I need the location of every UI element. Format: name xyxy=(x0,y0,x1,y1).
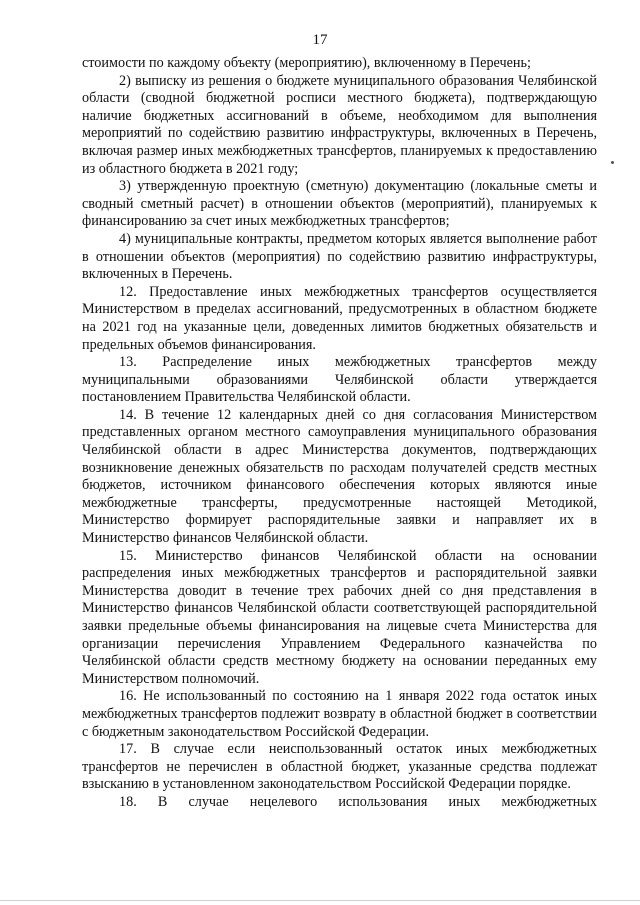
paragraph-item-4: 4) муниципальные контракты, предметом которых является выполнение работ в отношении объектов (мероприятия) по содействию развитию инфраструктуры, включенных в Перечень. xyxy=(82,230,597,283)
paragraph-12: 12. Предоставление иных межбюджетных трансфертов осуществляется Министерством в пределах ассигнований, предусмотренных в областном бюджете на 2021 год на указанные цели, доведенных лимитов бюджетных обязательств и предельных объемов финансирования. xyxy=(82,283,597,353)
scan-bottom-edge xyxy=(0,900,640,901)
paragraph-item-3: 3) утвержденную проектную (сметную) документацию (локальные сметы и сводный сметный расчет) в отношении объектов (мероприятий), планируемых к финансированию за счет иных межбюджетных трансфертов; xyxy=(82,178,597,230)
scan-speck xyxy=(611,161,614,164)
paragraph-15: 15. Министерство финансов Челябинской области на основании распределения иных межбюджетных трансфертов и распорядительной заявки Министерства доводит в течение трех рабочих дней со дня представления в Министерство финансов Челябинской области соответствующей распорядительной заявки предельные объемы финансирования на лицевые счета Министерства для организации перечисления Управлением Федерального казначейства по Челябинской области средств местному бюджету на основании переданных ему Министерством полномочий. xyxy=(82,547,597,687)
paragraph-18: 18. В случае нецелевого использования иных межбюджетных xyxy=(119,793,597,810)
paragraph-17: 17. В случае если неиспользованный остаток иных межбюджетных трансфертов не перечислен в областной бюджет, указанные средства подлежат взысканию в установленном законодательством Российской Федерации порядке. xyxy=(82,741,597,793)
paragraph-item-2: 2) выписку из решения о бюджете муниципального образования Челябинской области (сводной бюджетной росписи местного бюджета), подтверждающую наличие бюджетных ассигнований в объеме, необходимом для выполнения мероприятий по содействию развитию инфраструктуры, включенных в Перечень, включая размер иных межбюджетных трансфертов, планируемых к предоставлению из областного бюджета в 2021 году; xyxy=(82,72,597,177)
paragraph-continuation: стоимости по каждому объекту (мероприятию), включенному в Перечень; xyxy=(82,55,531,71)
paragraph-13: 13. Распределение иных межбюджетных трансфертов между муниципальными образованиями Челябинской области утверждается постановлением Правительства Челябинской области. xyxy=(82,354,597,406)
paragraph-14: 14. В течение 12 календарных дней со дня согласования Министерством представленных органом местного самоуправления муниципального образования Челябинской области в адрес Министерства документов, подтверждающих возникновение денежных обязательств по расходам получателей средств местных бюджетов, источником финансового обеспечения которых являются иные межбюджетные трансферты, предусмотренные настоящей Методикой, Министерство формирует распорядительные заявки и направляет их в Министерство финансов Челябинской области. xyxy=(82,406,597,547)
paragraph-16: 16. Не использованный по состоянию на 1 января 2022 года остаток иных межбюджетных трансфертов подлежит возврату в областной бюджет в соответствии с бюджетным законодательством Российской Федерации. xyxy=(82,688,597,740)
page-number: 17 xyxy=(312,32,328,48)
document-body xyxy=(82,55,597,812)
